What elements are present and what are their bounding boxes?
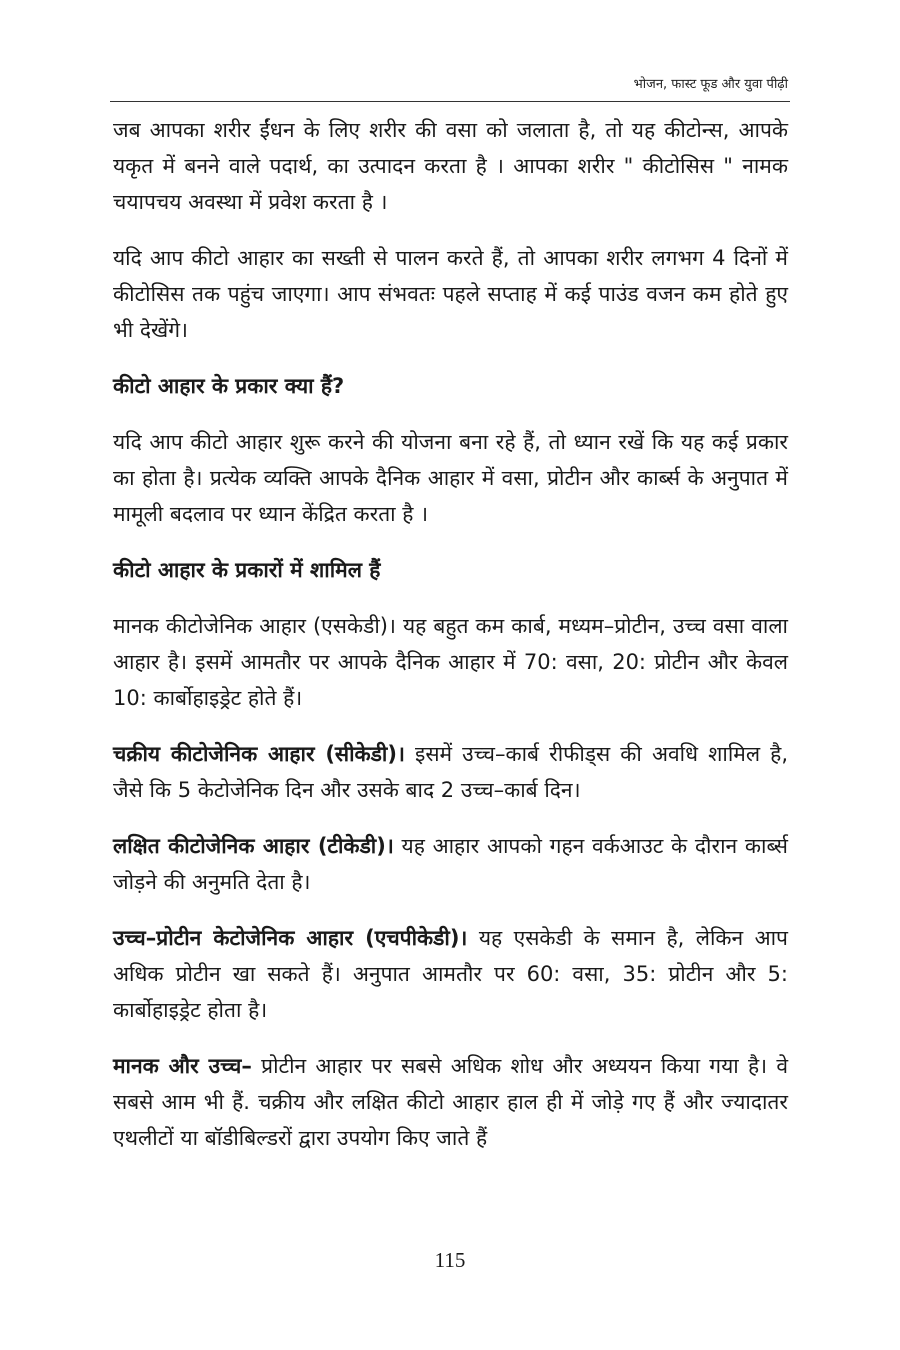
paragraph-keto-variants: यदि आप कीटो आहार शुरू करने की योजना बना रहे हैं, तो ध्यान रखें कि यह कई प्रकार का होता है। प्रत्येक व्यक्ति आपके दैनिक आहार में वसा, प्रोटीन और कार्ब्स के अनुपात में मामूली बदलाव पर ध्यान केंद्रित करता है । [113, 430, 788, 526]
heading-keto-types-include: कीटो आहार के प्रकारों में शामिल हैं [113, 558, 381, 582]
desc-ckd: इसमें उच्च–कार्ब रीफीड्स की अवधि शामिल है, जैसे कि 5 केटोजेनिक दिन और उसके बाद 2 उच्च–कार्ब दिन। [113, 742, 789, 802]
desc-tkd: यह आहार आपको गहन वर्कआउट के दौरान कार्ब्स जोड़ने की अनुमति देता है। [113, 834, 788, 894]
running-header: भोजन, फास्ट फूड और युवा पीढ़ी [633, 77, 788, 92]
header-divider [110, 101, 790, 102]
desc-research: प्रोटीन आहार पर सबसे अधिक शोध और अध्ययन किया गया है। वे सबसे आम भी हैं. चक्रीय और लक्षित कीटो आहार हाल ही में जोड़े गए हैं और ज्यादातर एथलीटों या बॉडीबिल्डरों द्वारा उपयोग किए जाते हैं [113, 1054, 789, 1150]
term-tkd: लक्षित कीटोजेनिक आहार (टीकेडी)। [113, 834, 394, 858]
heading-keto-types: कीटो आहार के प्रकार क्या हैं? [113, 374, 345, 398]
page-number: 115 [434, 1248, 466, 1272]
paragraph-ckd [113, 736, 788, 808]
paragraph-hpkd [113, 920, 788, 1028]
term-hpkd: उच्च–प्रोटीन केटोजेनिक आहार (एचपीकेडी)। [113, 926, 468, 950]
page-body [113, 112, 788, 1176]
paragraph-research [113, 1048, 788, 1156]
paragraph-tkd [113, 828, 788, 900]
desc-hpkd: यह एसकेडी के समान है, लेकिन आप अधिक प्रोटीन खा सकते हैं। अनुपात आमतौर पर 60: वसा, 35: प्रोटीन और 5: कार्बोहाइड्रेट होता है। [113, 926, 788, 1022]
term-standard-high: मानक और उच्च– [113, 1054, 252, 1078]
paragraph-keto-timeline: यदि आप कीटो आहार का सख्ती से पालन करते हैं, तो आपका शरीर लगभग 4 दिनों में कीटोसिस तक पहुंच जाएगा। आप संभवतः पहले सप्ताह में कई पाउंड वजन कम होते हुए भी देखेंगे। [113, 246, 788, 342]
term-ckd: चक्रीय कीटोजेनिक आहार (सीकेडी)। [113, 742, 405, 766]
paragraph-ketosis: जब आपका शरीर ईंधन के लिए शरीर की वसा को जलाता है, तो यह कीटोन्स, आपके यकृत में बनने वाले पदार्थ, का उत्पादन करता है । आपका शरीर " कीटोसिस " नामक चयापचय अवस्था में प्रवेश करता है । [113, 118, 788, 214]
paragraph-skd: मानक कीटोजेनिक आहार (एसकेडी)। यह बहुत कम कार्ब, मध्यम–प्रोटीन, उच्च वसा वाला आहार है। इसमें आमतौर पर आपके दैनिक आहार में 70: वसा, 20: प्रोटीन और केवल 10: कार्बोहाइड्रेट होते हैं। [113, 614, 788, 710]
